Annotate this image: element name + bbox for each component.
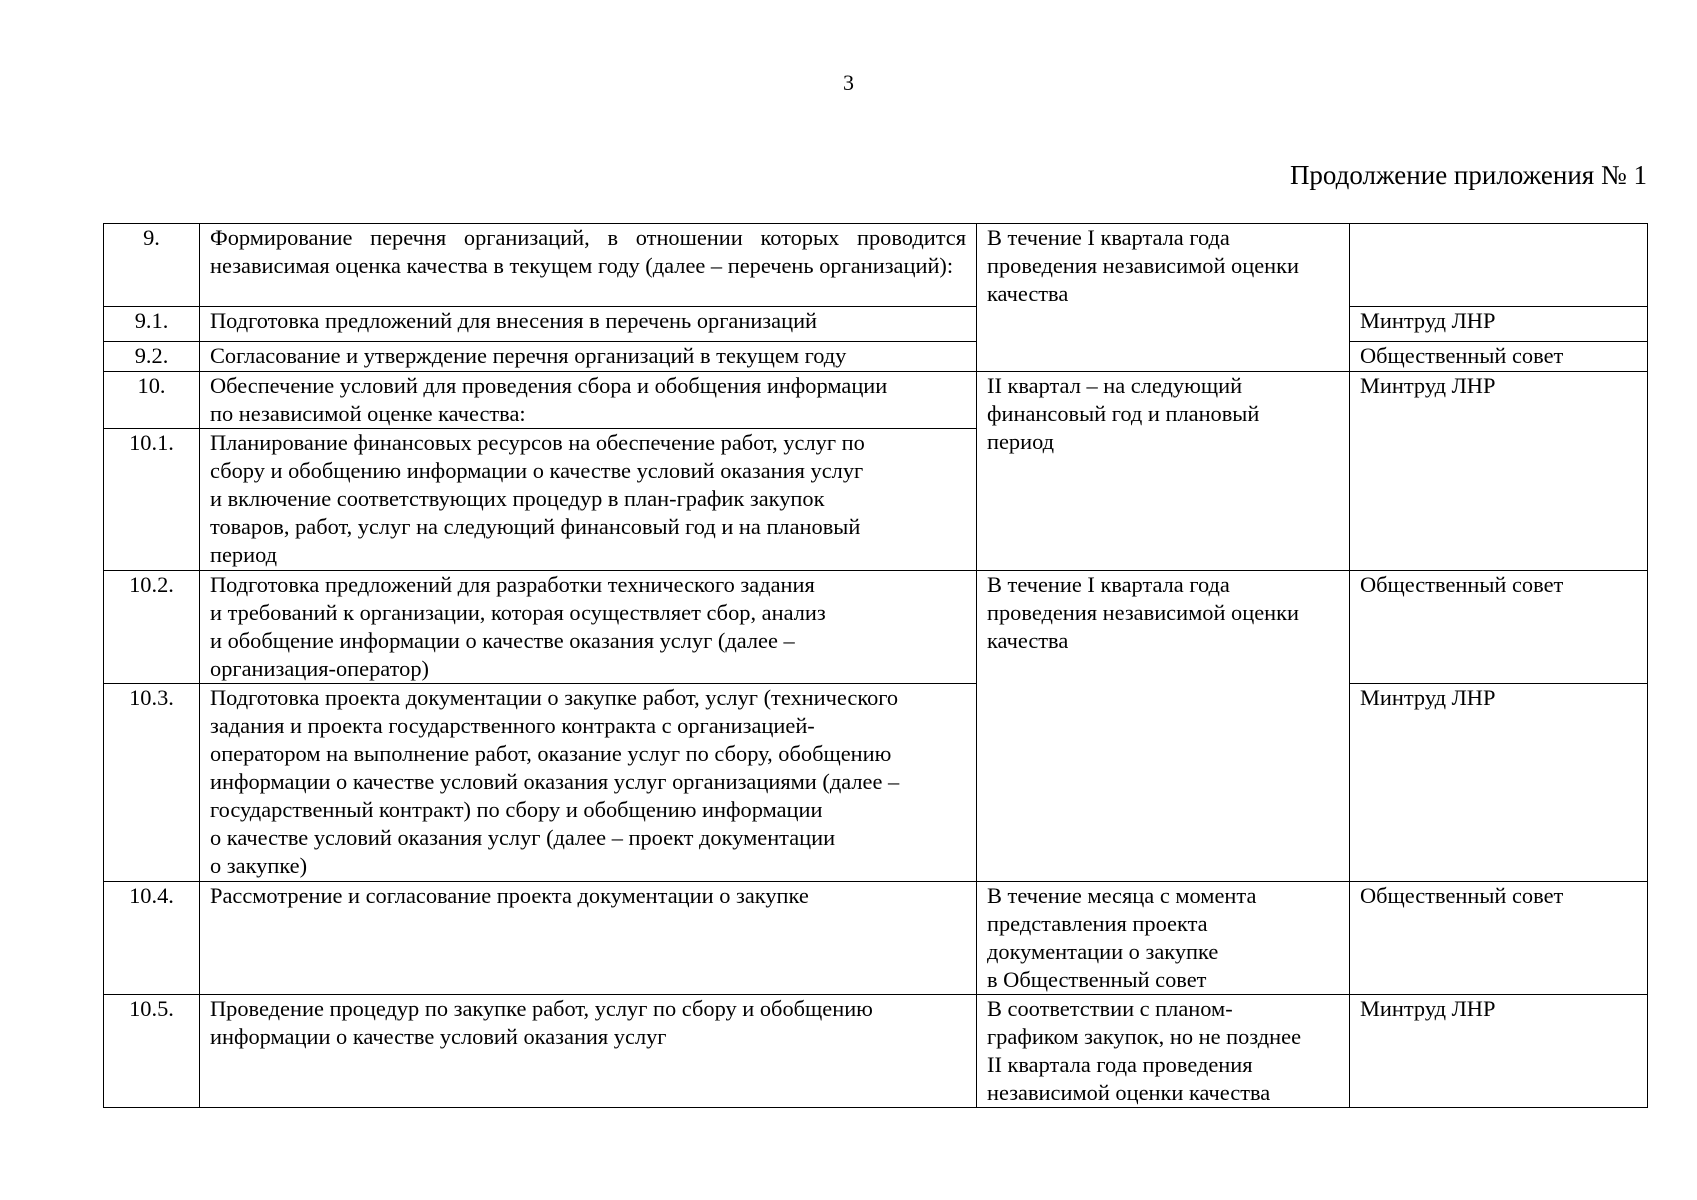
row-responsible [1350, 224, 1648, 307]
plan-table [103, 223, 1648, 1108]
row-number: 10.3. [104, 684, 200, 882]
row-description: Подготовка предложений для разработки технического задания и требований к организации, которая осуществляет сбор, анализ и обобщение информации о качестве оказания услуг (далее – организация-оператор) [200, 571, 977, 684]
row-term: В течение I квартала года проведения независимой оценки качества [977, 224, 1350, 372]
row-number: 9.1. [104, 307, 200, 342]
row-number: 10. [104, 372, 200, 429]
row-description: Проведение процедур по закупке работ, услуг по сбору и обобщению информации о качестве условий оказания услуг [200, 995, 977, 1108]
row-description: Формирование перечня организаций, в отношении которых проводится независимая оценка качества в текущем году (далее – перечень организаций): [200, 224, 977, 307]
row-number: 9.2. [104, 342, 200, 372]
table-row [104, 684, 1648, 882]
table-row [104, 995, 1648, 1108]
row-responsible: Общественный совет [1350, 571, 1648, 684]
row-responsible: Минтруд ЛНР [1350, 684, 1648, 882]
row-description: Рассмотрение и согласование проекта документации о закупке [200, 882, 977, 995]
table-row [104, 224, 1648, 307]
table-row [104, 882, 1648, 995]
row-description: Согласование и утверждение перечня организаций в текущем году [200, 342, 977, 372]
page-number: 3 [843, 70, 854, 95]
table-row [104, 342, 1648, 372]
row-responsible: Минтруд ЛНР [1350, 307, 1648, 342]
row-description: Планирование финансовых ресурсов на обеспечение работ, услуг по сбору и обобщению информации о качестве условий оказания услуг и включение соответствующих процедур в план-график закупок товаров, работ, услуг на следующий финансовый год и на плановый период [200, 429, 977, 571]
row-number: 10.1. [104, 429, 200, 571]
table-row [104, 307, 1648, 342]
row-responsible: Общественный совет [1350, 342, 1648, 372]
row-responsible: Общественный совет [1350, 882, 1648, 995]
row-number: 9. [104, 224, 200, 307]
appendix-heading: Продолжение приложения № 1 [1289, 160, 1647, 190]
row-number: 10.2. [104, 571, 200, 684]
row-term: В соответствии с планом- графиком закупок, но не позднее II квартала года проведения независимой оценки качества [977, 995, 1350, 1108]
row-term: В течение I квартала года проведения независимой оценки качества [977, 571, 1350, 882]
table-row [104, 571, 1648, 684]
plan-table-container [103, 223, 1647, 1108]
row-responsible: Минтруд ЛНР [1350, 372, 1648, 571]
row-description: Обеспечение условий для проведения сбора и обобщения информации по независимой оценке качества: [200, 372, 977, 429]
row-term: В течение месяца с момента представления проекта документации о закупке в Общественный совет [977, 882, 1350, 995]
row-number: 10.5. [104, 995, 200, 1108]
table-row [104, 372, 1648, 429]
row-number: 10.4. [104, 882, 200, 995]
row-description: Подготовка предложений для внесения в перечень организаций [200, 307, 977, 342]
row-term: II квартал – на следующий финансовый год и плановый период [977, 372, 1350, 571]
row-responsible: Минтруд ЛНР [1350, 995, 1648, 1108]
row-description: Подготовка проекта документации о закупке работ, услуг (технического задания и проекта государственного контракта с организацией- оператором на выполнение работ, оказание услуг по сбору, обобщению информации о качестве условий оказания услуг организациями (далее – государственный контракт) по сбору и обобщению информации о качестве условий оказания услуг (далее – проект документации о закупке) [200, 684, 977, 882]
